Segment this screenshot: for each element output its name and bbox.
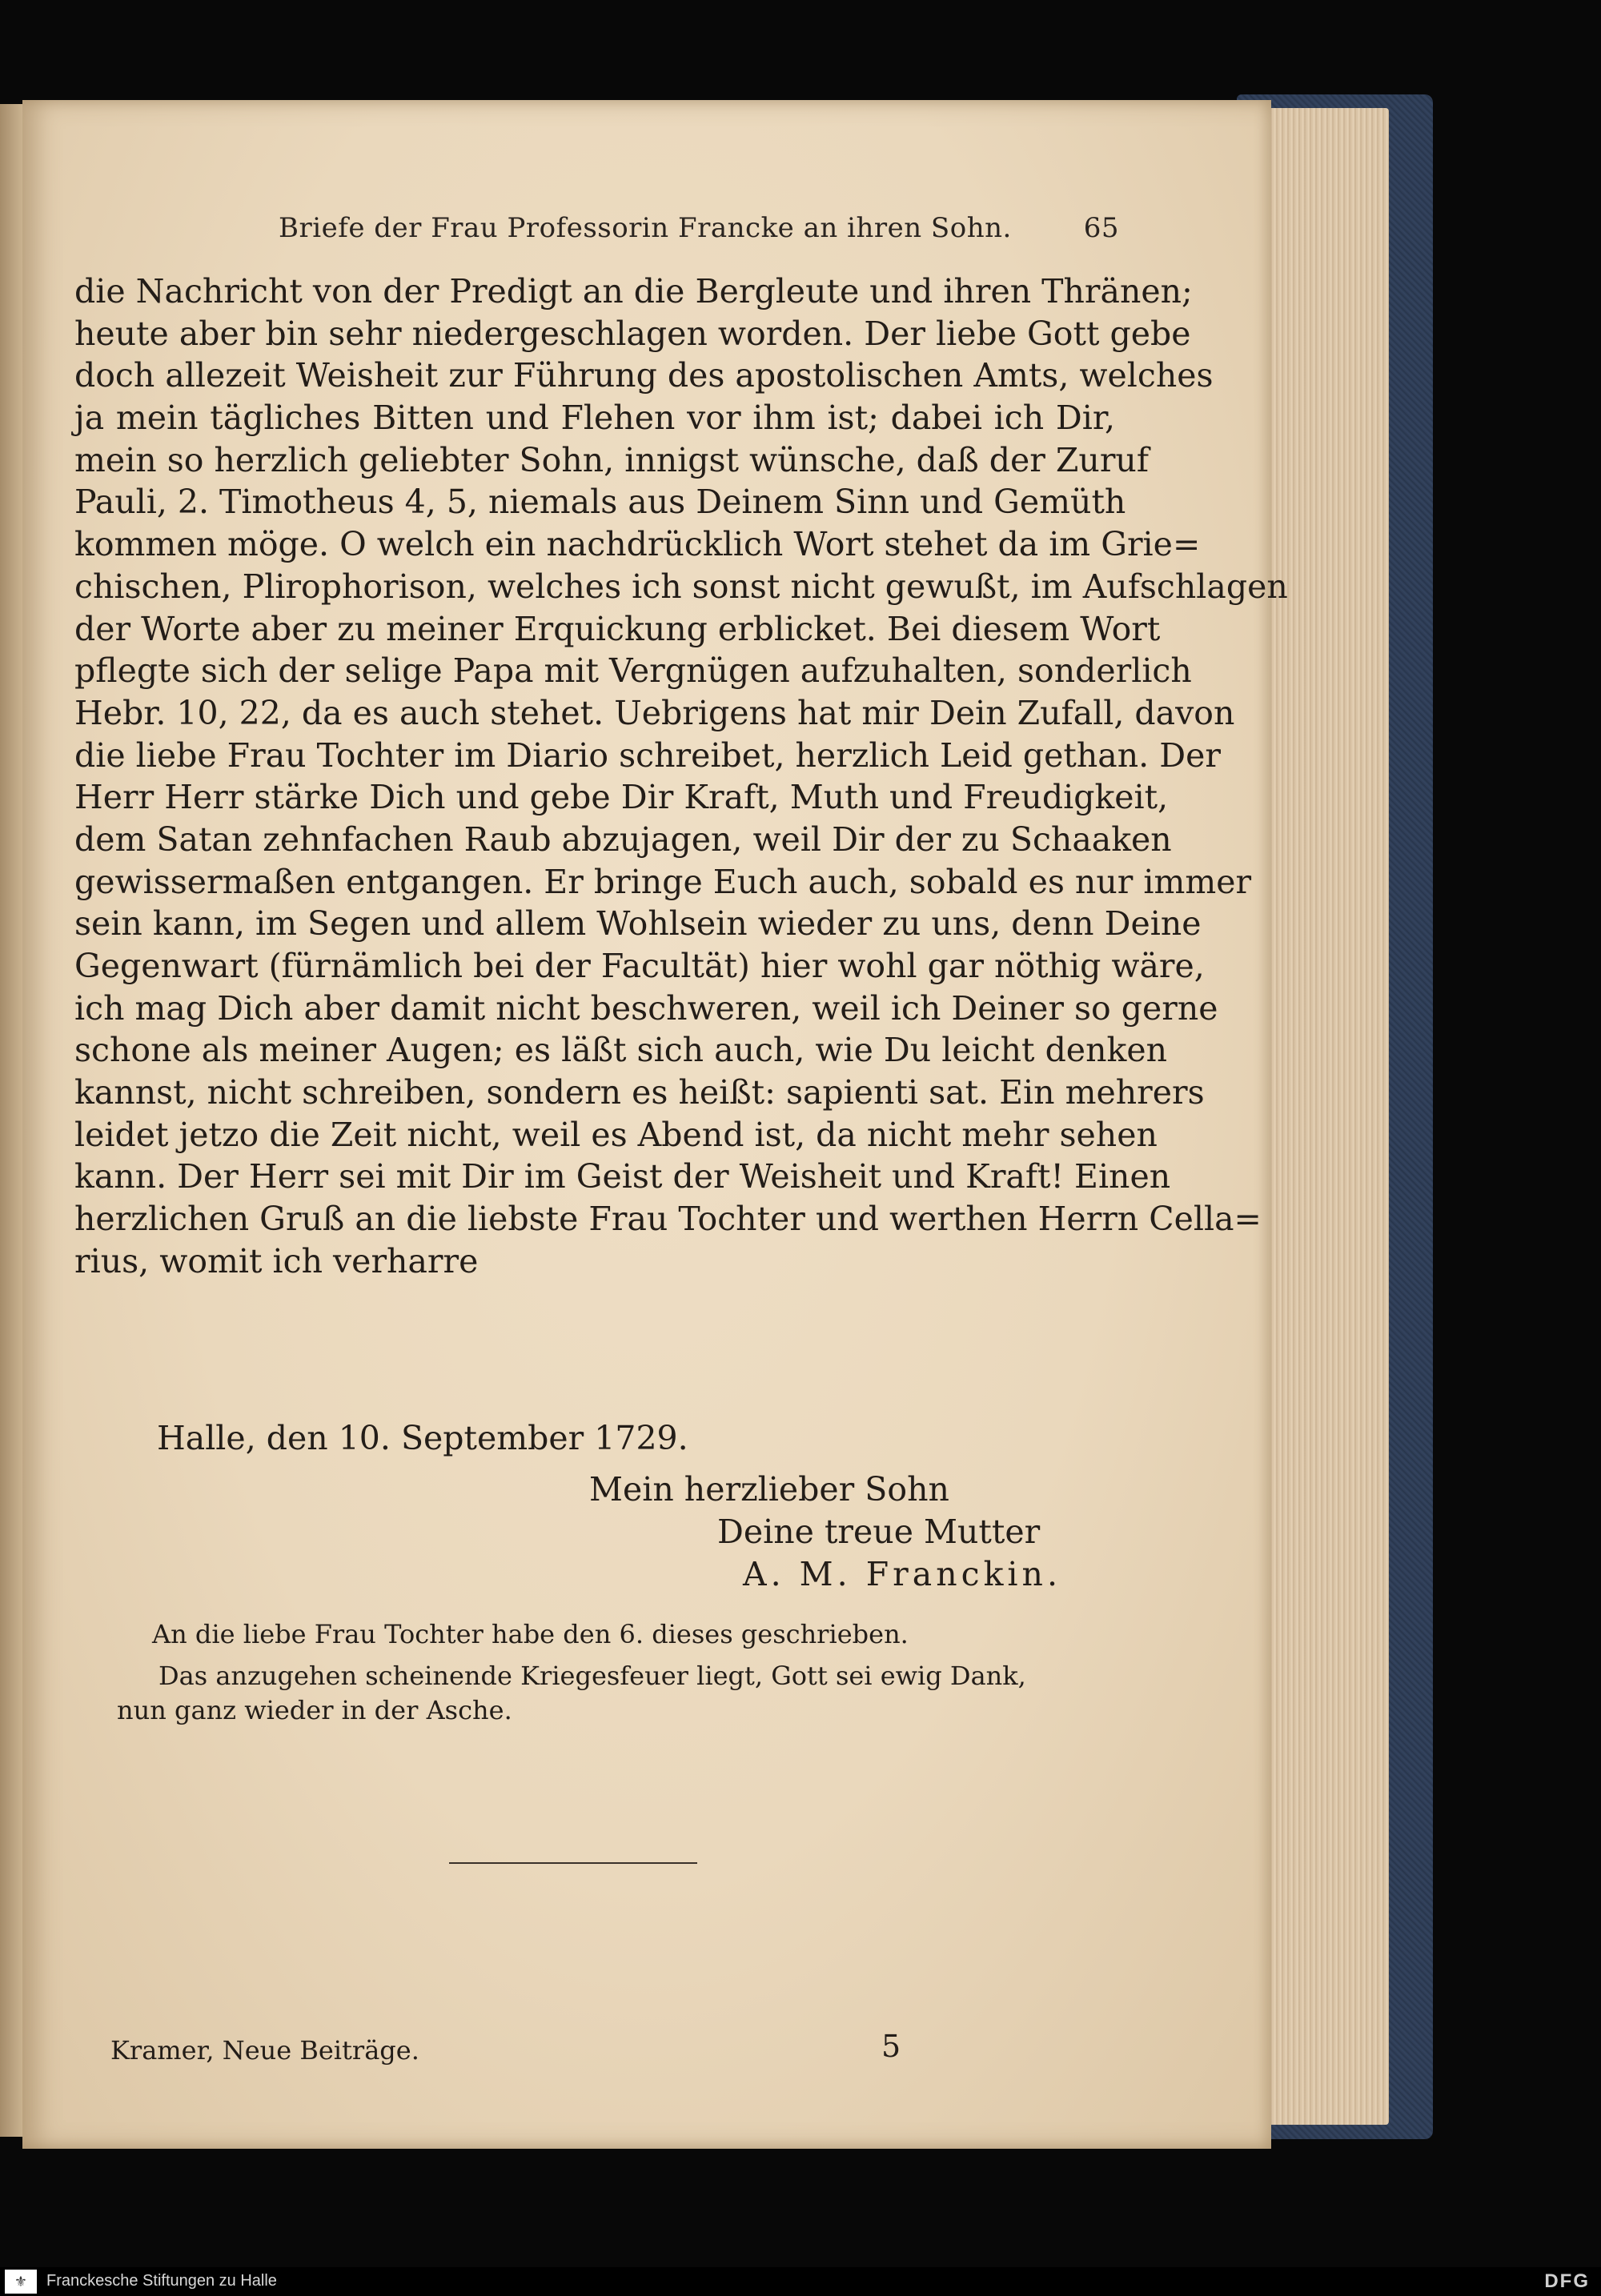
dateline: Halle, den 10. September 1729. bbox=[157, 1419, 688, 1457]
text-line: mein so herzlich geliebter Sohn, innigst wünsche, daß der Zuruf bbox=[74, 440, 1150, 479]
text-line: herzlichen Gruß an die liebste Frau Tochter und werthen Herrn Cella= bbox=[74, 1200, 1262, 1239]
text-line: chischen, Plirophorison, welches ich sonst nicht gewußt, im Aufschlagen bbox=[74, 567, 1288, 606]
dfg-logo[interactable]: DFG bbox=[1544, 2270, 1590, 2292]
text-line: pflegte sich der selige Papa mit Vergnügen aufzuhalten, sonderlich bbox=[74, 651, 1192, 691]
text-line: heute aber bin sehr niedergeschlagen worden. Der liebe Gott gebe bbox=[74, 314, 1191, 353]
text-line: ja mein tägliches Bitten und Flehen vor ihm ist; dabei ich Dir, bbox=[74, 399, 1115, 438]
text-line: sein kann, im Segen und allem Wohlsein wieder zu uns, denn Deine bbox=[74, 904, 1202, 944]
text-line: kann. Der Herr sei mit Dir im Geist der Weisheit und Kraft! Einen bbox=[74, 1157, 1171, 1196]
text-line: gewissermaßen entgangen. Er bringe Euch auch, sobald es nur immer bbox=[74, 862, 1252, 901]
text-line: ich mag Dich aber damit nicht beschweren, weil ich Deiner so gerne bbox=[74, 988, 1218, 1028]
postscript-line: Das anzugehen scheinende Kriegesfeuer liegt, Gott sei ewig Dank, bbox=[158, 1661, 1026, 1691]
text-line: doch allezeit Weisheit zur Führung des apostolischen Amts, welches bbox=[74, 356, 1214, 395]
text-line: der Worte aber zu meiner Erquickung erblicket. Bei diesem Wort bbox=[74, 609, 1161, 648]
postscript-line: An die liebe Frau Tochter habe den 6. dieses geschrieben. bbox=[152, 1619, 909, 1649]
text-line: Hebr. 10, 22, da es auch stehet. Uebrigens hat mir Dein Zufall, davon bbox=[74, 693, 1235, 732]
text-line: dem Satan zehnfachen Raub abzujagen, weil Dir der zu Schaaken bbox=[74, 819, 1172, 859]
letter-body bbox=[74, 270, 1288, 1283]
text-line: Pauli, 2. Timotheus 4, 5, niemals aus Deinem Sinn und Gemüth bbox=[74, 483, 1126, 522]
text-line: Gegenwart (fürnämlich bei der Facultät) hier wohl gar nöthig wäre, bbox=[74, 947, 1205, 985]
postscript-line: nun ganz wieder in der Asche. bbox=[117, 1695, 512, 1725]
sheet-number: 5 bbox=[881, 2029, 901, 2064]
text-line: kommen möge. O welch ein nachdrücklich Wort stehet da im Grie= bbox=[74, 525, 1201, 564]
text-line: die Nachricht von der Predigt an die Bergleute und ihren Thränen; bbox=[74, 272, 1193, 311]
seal-icon: ⚜ bbox=[5, 2270, 37, 2294]
institution-name[interactable]: Franckesche Stiftungen zu Halle bbox=[46, 2272, 277, 2290]
closing-valediction: Deine treue Mutter bbox=[717, 1513, 1041, 1551]
text-line: kannst, nicht schreiben, sondern es heißt: sapienti sat. Ein mehrers bbox=[74, 1073, 1205, 1112]
running-head-title: Briefe der Frau Professorin Francke an ihren Sohn. bbox=[279, 212, 1012, 244]
signature-mark: Kramer, Neue Beiträge. bbox=[110, 2035, 419, 2066]
book-page bbox=[22, 100, 1288, 2149]
text-line: Herr Herr stärke Dich und gebe Dir Kraft, Muth und Freudigkeit, bbox=[74, 778, 1169, 817]
closing-salutation: Mein herzlieber Sohn bbox=[589, 1470, 949, 1509]
text-line: leidet jetzo die Zeit nicht, weil es Abend ist, da nicht mehr sehen bbox=[74, 1115, 1158, 1154]
text-line: schone als meiner Augen; es läßt sich auch, wie Du leicht denken bbox=[74, 1031, 1167, 1070]
viewer-footer-bar bbox=[0, 2267, 1601, 2296]
text-line: die liebe Frau Tochter im Diario schreibet, herzlich Leid gethan. Der bbox=[74, 735, 1221, 775]
page-number: 65 bbox=[1083, 212, 1119, 244]
section-divider bbox=[449, 1862, 697, 1864]
signature: A. M. Franckin. bbox=[743, 1555, 1061, 1593]
text-line: rius, womit ich verharre bbox=[74, 1241, 479, 1280]
